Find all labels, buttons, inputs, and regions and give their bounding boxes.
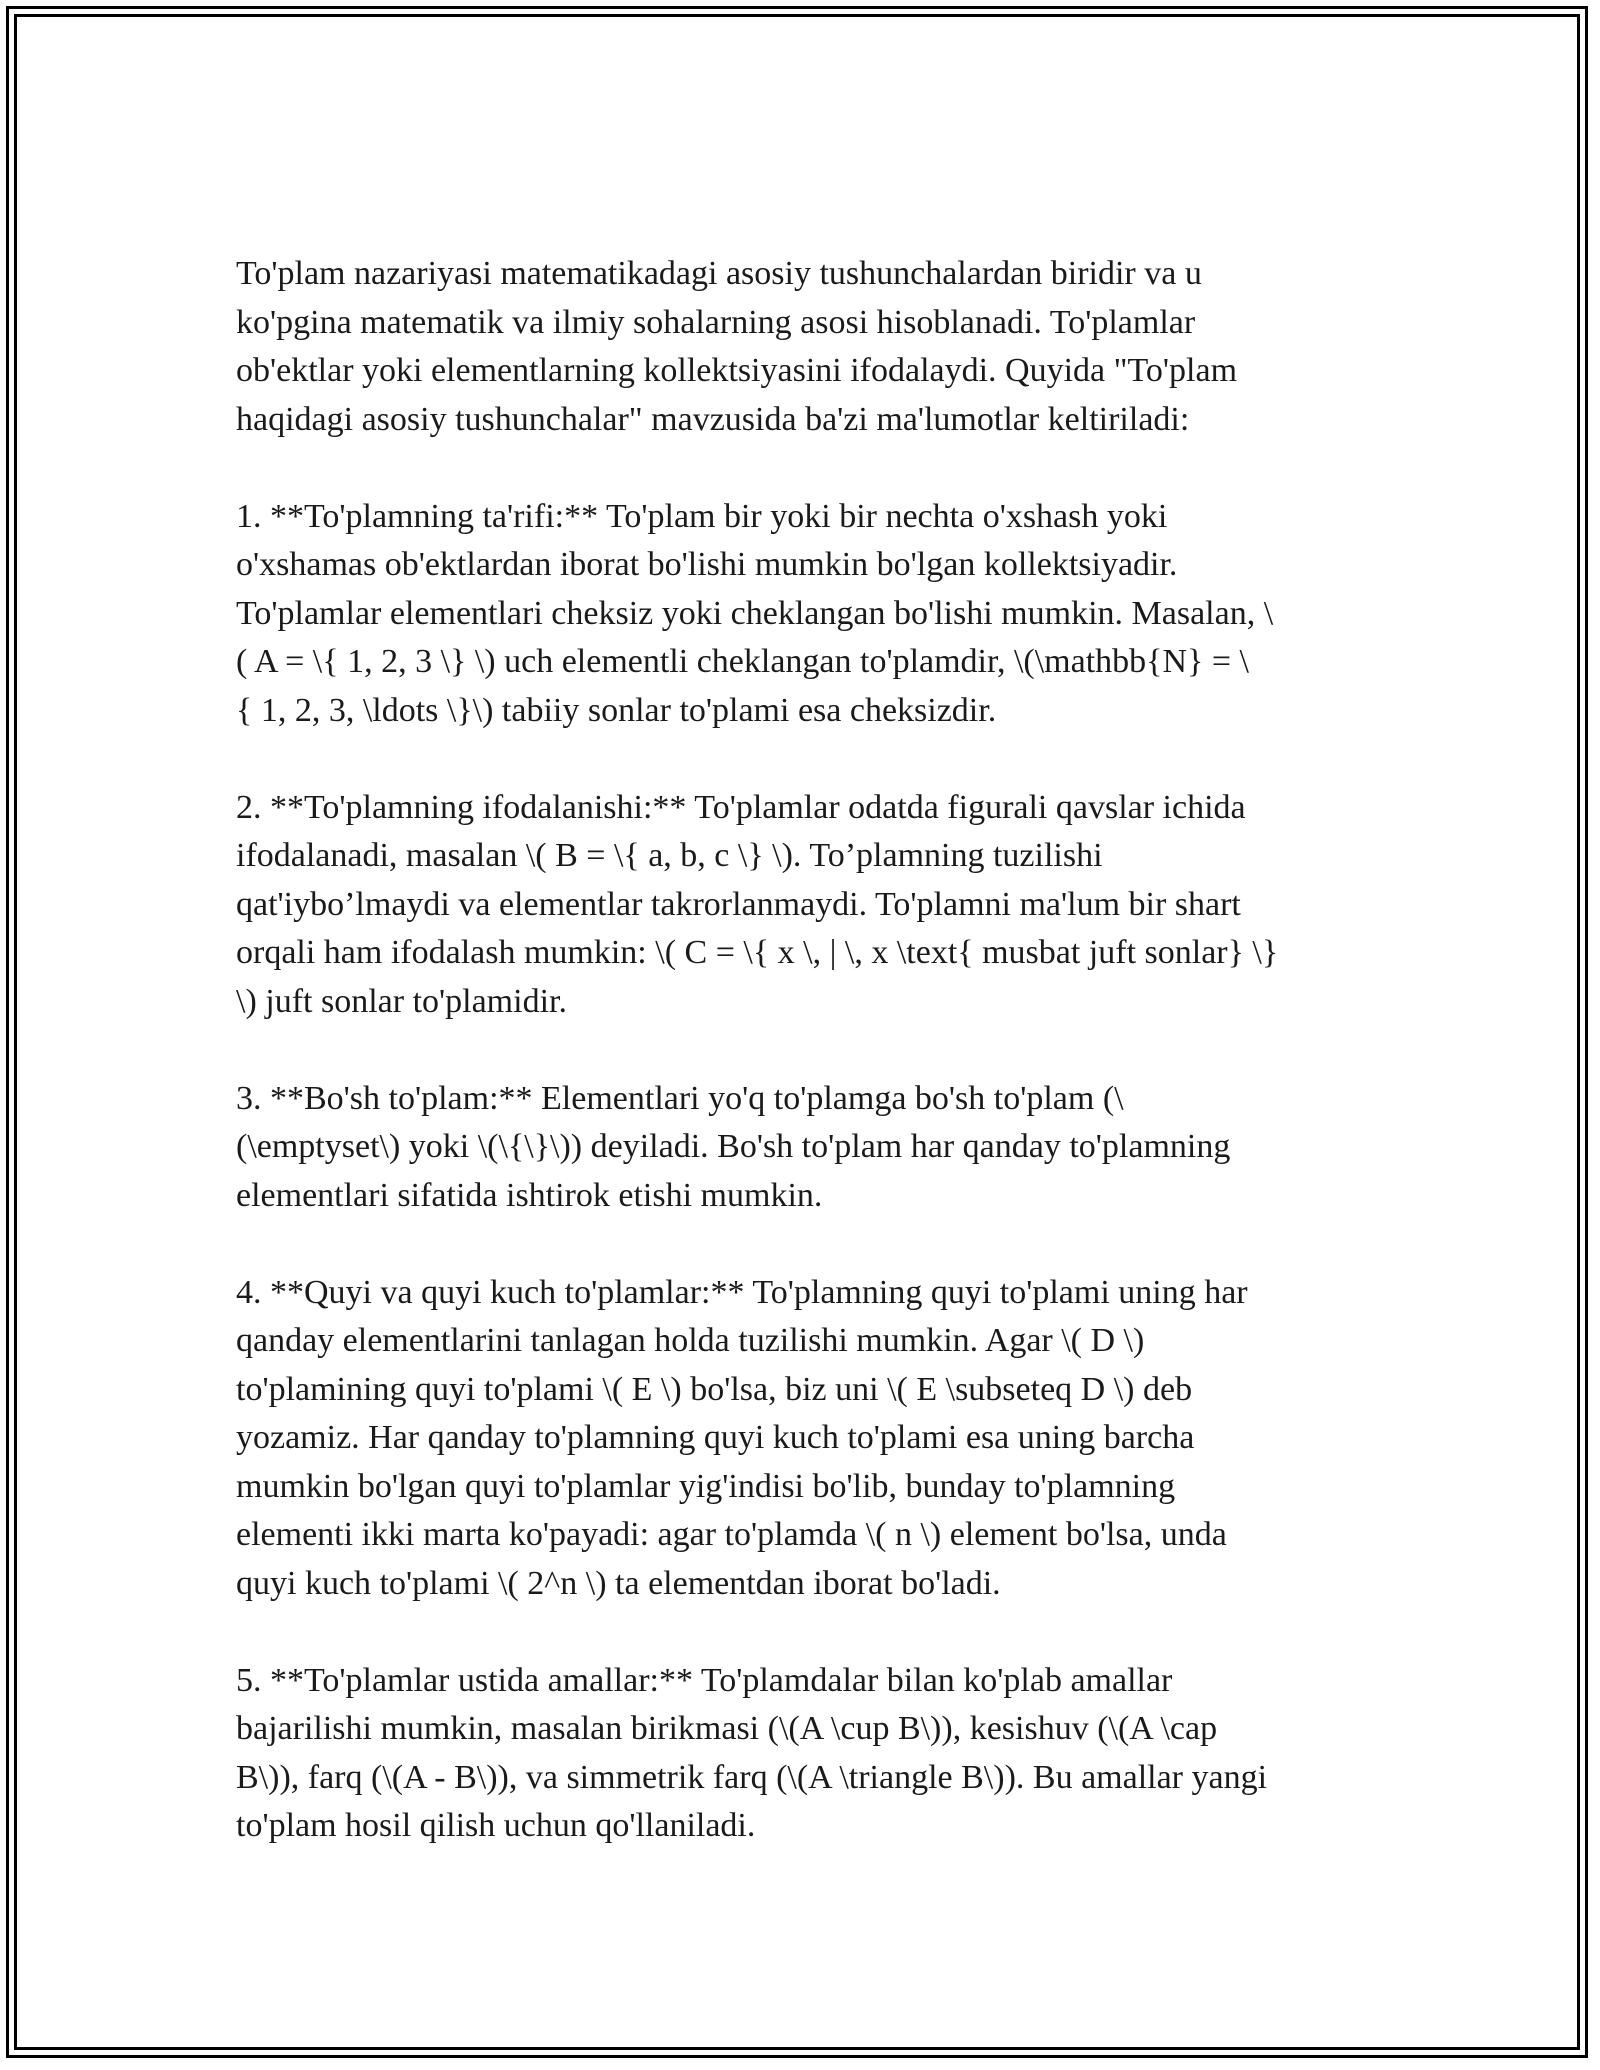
operations-paragraph: 5. **To'plamlar ustida amallar:** To'plamdalar bilan ko'plab amallar bajarilishi mumkin, masalan birikmasi (\(A \cup B\)), kesishuv (\(A \cap B\)), farq (\(A - B\)), va simmetrik farq (\(A \triangle B\)). Bu amallar yangi to'plam hosil qilish uchun qo'llaniladi. (236, 1661, 1268, 1844)
empty-set-paragraph: 3. **Bo'sh to'plam:** Elementlari yo'q to'plamga bo'sh to'plam (\ (\emptyset\) yoki \(\{\}\)) deyiladi. Bo'sh to'plam har qanday to'plamning elementlari sifatida ishtirok etishi mumkin. (236, 1079, 1231, 1214)
subsets-paragraph: 4. **Quyi va quyi kuch to'plamlar:** To'plamning quyi to'plami uning har qanday elementlarini tanlagan holda tuzilishi mumkin. Agar \( D \) to'plamining quyi to'plami \( E \) bo'lsa, biz uni \( E \subseteq D \) deb yozamiz. Har qanday to'plamning quyi kuch to'plami esa uning barcha mumkin bo'lgan quyi to'plamlar yig'indisi bo'lib, bunday to'plamning elementi ikki marta ko'payadi: agar to'plamda \( n \) element bo'lsa, unda quyi kuch to'plami \( 2^n \) ta elementdan iborat bo'ladi. (236, 1273, 1248, 1602)
intro-paragraph: To'plam nazariyasi matematikadagi asosiy tushunchalardan biridir va u ko'pgina matematik va ilmiy sohalarning asosi hisoblanadi. To'plamlar ob'ektlar yoki elementlarning kollektsiyasini ifodalaydi. Quyida "To'plam haqidagi asosiy tushunchalar" mavzusida ba'zi ma'lumotlar keltiriladi: (236, 255, 1238, 438)
definition-paragraph: 1. **To'plamning ta'rifi:** To'plam bir yoki bir nechta o'xshash yoki o'xshamas ob'ektlardan iborat bo'lishi mumkin bo'lgan kollektsiyadir. To'plamlar elementlari cheksiz yoki cheklangan bo'lishi mumkin. Masalan, \ ( A = \{ 1, 2, 3 \} \) uch elementli cheklangan to'plamdir, \(\mathbb{N} = \ { 1, 2, 3, \ldots \}\) tabiiy sonlar to'plami esa cheksizdir. (236, 497, 1274, 729)
document-body (236, 250, 1366, 1851)
notation-paragraph: 2. **To'plamning ifodalanishi:** To'plamlar odatda figurali qavslar ichida ifodalanadi, masalan \( B = \{ a, b, c \} \). To’plamning tuzilishi qat'iybo’lmaydi va elementlar takrorlanmaydi. To'plamni ma'lum bir shart orqali ham ifodalash mumkin: \( C = \{ x \, | \, x \text{ musbat juft sonlar} \} \) juft sonlar to'plamidir. (236, 788, 1279, 1020)
